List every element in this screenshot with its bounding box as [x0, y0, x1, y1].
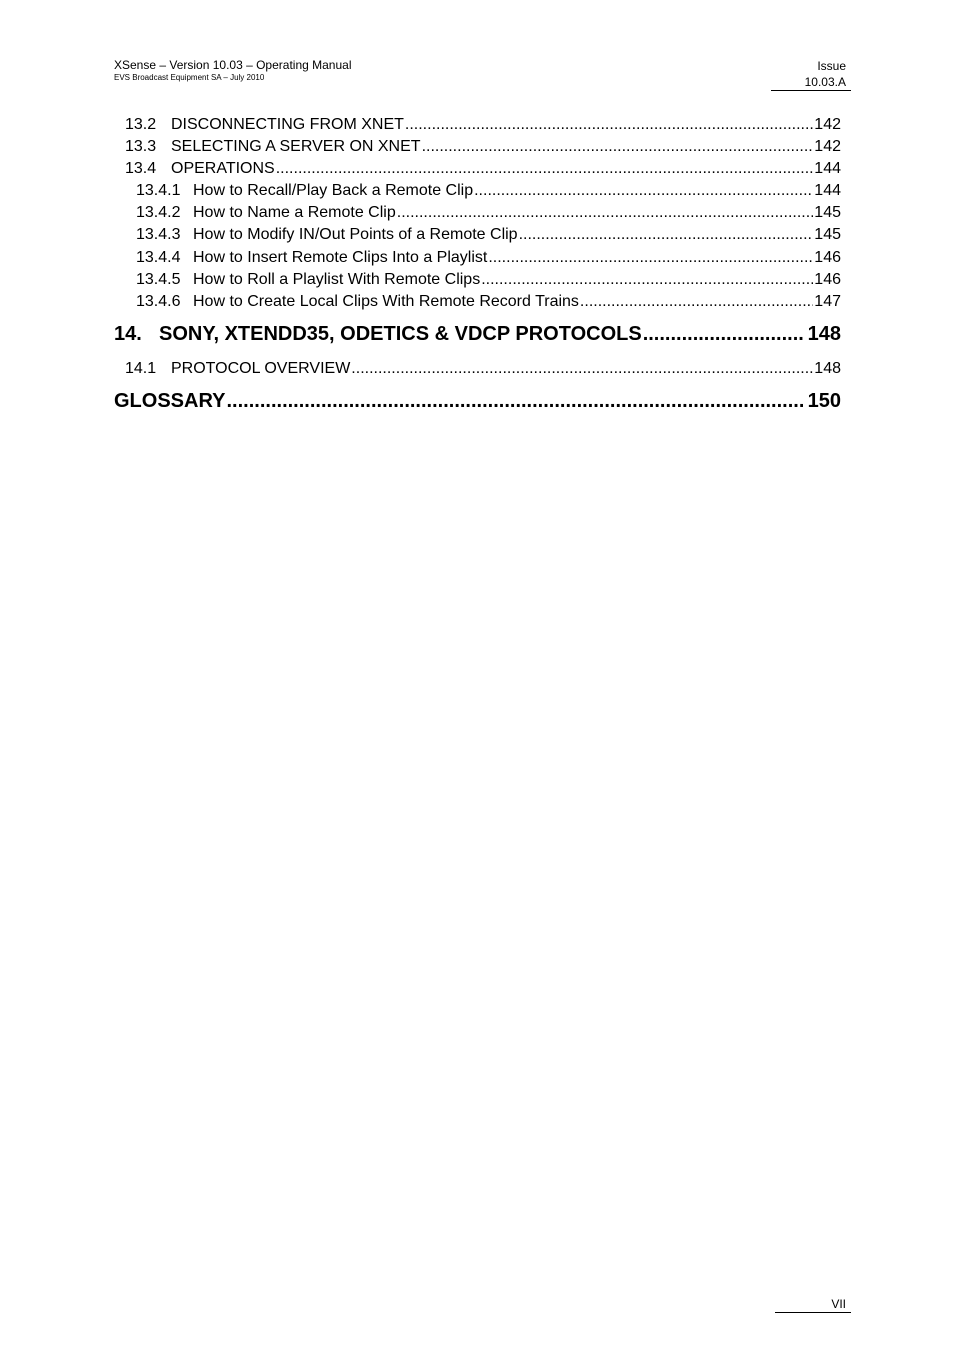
toc-entry-title: SONY, XTENDD35, ODETICS & VDCP PROTOCOLS — [159, 323, 642, 345]
toc-dot-leader — [643, 321, 803, 347]
toc-dot-leader — [519, 224, 814, 246]
toc-entry-page: 148 — [814, 360, 841, 377]
toc-entry[interactable] — [114, 180, 841, 202]
toc-entry[interactable] — [114, 136, 841, 158]
toc-entry-title: OPERATIONS — [171, 160, 275, 177]
toc-entry-number: 13.4.6 — [136, 293, 181, 310]
toc-entry-page: 144 — [814, 182, 841, 199]
document-company-date: EVS Broadcast Equipment SA – July 2010 — [114, 73, 265, 82]
toc-entry-page: 144 — [814, 160, 841, 177]
toc-entry-page: 145 — [814, 204, 841, 221]
toc-dot-leader — [405, 114, 813, 136]
toc-dot-leader — [474, 180, 813, 202]
toc-entry[interactable] — [114, 224, 841, 246]
toc-entry[interactable] — [114, 291, 841, 313]
document-title: XSense – Version 10.03 – Operating Manual — [114, 58, 352, 72]
toc-entry-number: 13.4.5 — [136, 271, 181, 288]
toc-entry-title: How to Create Local Clips With Remote Record Trains — [193, 293, 579, 310]
toc-dot-leader — [481, 269, 813, 291]
toc-dot-leader — [276, 158, 814, 180]
toc-entry-number: 14.1 — [125, 360, 157, 377]
toc-entry[interactable] — [114, 158, 841, 180]
toc-entry[interactable] — [114, 114, 841, 136]
toc-dot-leader — [351, 358, 813, 380]
toc-entry-page: 147 — [814, 293, 841, 310]
toc-entry-page: 148 — [807, 323, 841, 345]
toc-entry-page: 146 — [814, 271, 841, 288]
toc-entry-page: 146 — [814, 249, 841, 266]
toc-entry[interactable] — [114, 321, 841, 347]
page-number — [775, 1296, 851, 1313]
toc-entry-title: SELECTING A SERVER ON XNET — [171, 138, 421, 155]
toc-entry-title: How to Name a Remote Clip — [193, 204, 396, 221]
toc-entry-number: 13.4 — [125, 160, 157, 177]
toc-dot-leader — [397, 202, 814, 224]
toc-entry[interactable] — [114, 388, 841, 414]
toc-entry-number: 13.4.4 — [136, 249, 181, 266]
toc-dot-leader — [227, 388, 803, 414]
toc-dot-leader — [580, 291, 813, 313]
issue-label: Issue — [817, 59, 846, 73]
toc-entry-title: How to Insert Remote Clips Into a Playlist — [193, 249, 488, 266]
page-number-text: VII — [831, 1297, 846, 1311]
running-header — [114, 58, 352, 83]
toc-entry[interactable] — [114, 202, 841, 224]
toc-entry-number: 13.4.3 — [136, 226, 181, 243]
toc-entry[interactable] — [114, 247, 841, 269]
toc-entry[interactable] — [114, 358, 841, 380]
toc-entry-title: How to Modify IN/Out Points of a Remote Clip — [193, 226, 518, 243]
toc-entry-page: 142 — [814, 138, 841, 155]
toc-entry-title: How to Recall/Play Back a Remote Clip — [193, 182, 474, 199]
toc-dot-leader — [488, 247, 813, 269]
toc-entry-number: 13.4.1 — [136, 182, 181, 199]
toc-entry-title: DISCONNECTING FROM XNET — [171, 116, 404, 133]
toc-entry-number: 14. — [114, 323, 142, 345]
toc-dot-leader — [422, 136, 814, 158]
toc-entry-page: 150 — [807, 390, 841, 412]
toc-entry-title: How to Roll a Playlist With Remote Clips — [193, 271, 481, 288]
toc-entry-title: GLOSSARY — [114, 390, 226, 412]
toc-entry-page: 142 — [814, 116, 841, 133]
toc-entry-page: 145 — [814, 226, 841, 243]
toc-entry-number: 13.2 — [125, 116, 157, 133]
toc-entry-title: PROTOCOL OVERVIEW — [171, 360, 351, 377]
issue-value: 10.03.A — [771, 74, 851, 91]
toc-entry-number: 13.3 — [125, 138, 157, 155]
issue-block — [771, 58, 851, 91]
toc-entry[interactable] — [114, 269, 841, 291]
toc-entry-number: 13.4.2 — [136, 204, 181, 221]
